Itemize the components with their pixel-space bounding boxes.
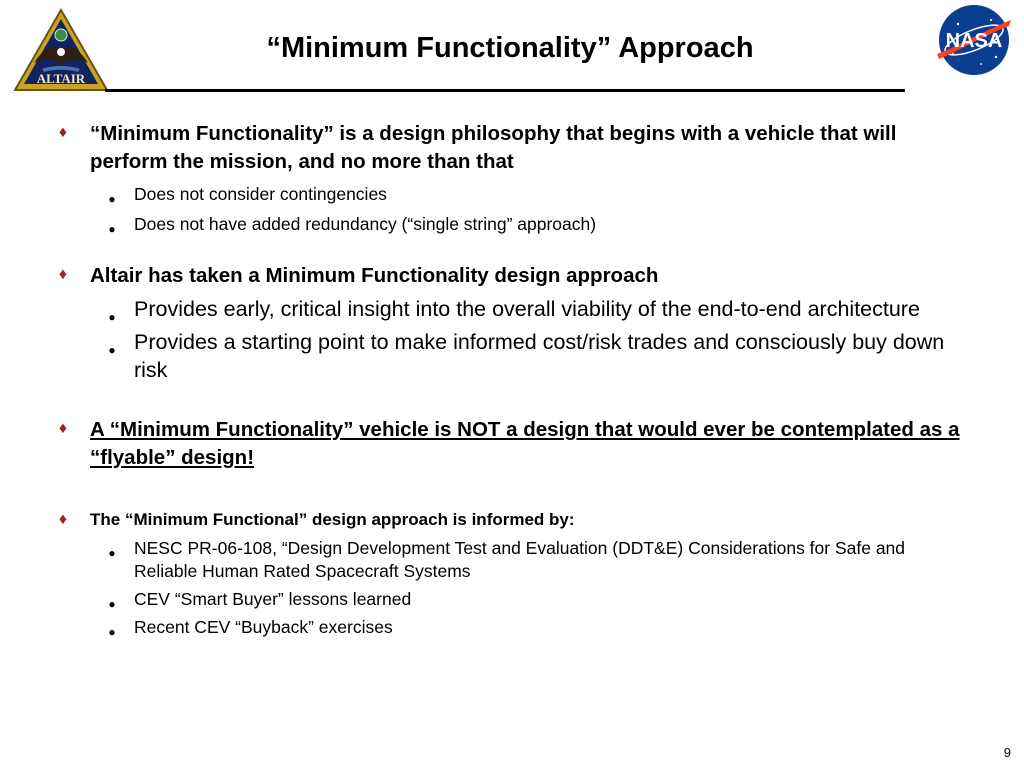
round-bullet-icon: ●: [108, 192, 116, 206]
list-item: [90, 213, 960, 236]
diamond-bullet-icon: ♦: [58, 511, 68, 528]
round-bullet-icon: ●: [108, 222, 116, 236]
list-item-text: Recent CEV “Buyback” exercises: [134, 617, 393, 637]
round-bullet-icon: ●: [108, 343, 116, 357]
list-item: [90, 616, 960, 639]
list-item: [90, 537, 960, 583]
diamond-bullet-icon: ♦: [58, 420, 68, 437]
bullet-heading: Altair has taken a Minimum Functionality design approach: [90, 264, 659, 287]
bullet-heading: “Minimum Functionality” is a design philosophy that begins with a vehicle that will perform the mission, and no more than that: [90, 122, 897, 173]
list-item-text: Does not have added redundancy (“single string” approach): [134, 214, 597, 234]
slide-title: “Minimum Functionality” Approach: [266, 32, 754, 64]
list-item: [90, 328, 960, 384]
altair-logo: [12, 7, 110, 93]
slide-content: [50, 120, 960, 639]
round-bullet-icon: ●: [108, 625, 116, 639]
list-item-text: CEV “Smart Buyer” lessons learned: [134, 589, 412, 609]
round-bullet-icon: ●: [108, 310, 116, 324]
diamond-bullet-icon: ♦: [58, 124, 68, 141]
altair-emblem-graphic: [12, 7, 110, 93]
svg-text:NASA: NASA: [945, 30, 1003, 52]
bullet-block-1: [50, 120, 960, 236]
list-item: [90, 588, 960, 611]
svg-text:ALTAIR: ALTAIR: [36, 71, 86, 86]
nasa-logo: [931, 2, 1017, 78]
round-bullet-icon: ●: [108, 546, 116, 560]
sub-bullet-list: [90, 537, 960, 639]
bullet-block-4: [50, 508, 960, 639]
bullet-heading: A “Minimum Functionality” vehicle is NOT a design that would ever be contemplated as a “flyable” design!: [90, 418, 960, 469]
list-item: [90, 183, 960, 206]
page-number: 9: [1003, 745, 1011, 760]
list-item-text: Provides a starting point to make informed cost/risk trades and consciously buy down risk: [134, 330, 945, 382]
bullet-block-2: [50, 262, 960, 384]
bullet-block-3: [50, 416, 960, 472]
bullet-heading: The “Minimum Functional” design approach is informed by:: [90, 510, 575, 529]
round-bullet-icon: ●: [108, 597, 116, 611]
diamond-bullet-icon: ♦: [58, 266, 68, 283]
nasa-meatball-graphic: [931, 2, 1017, 78]
list-item: [90, 295, 960, 323]
list-item-text: Provides early, critical insight into the overall viability of the end-to-end architecture: [134, 297, 920, 321]
list-item-text: Does not consider contingencies: [134, 184, 387, 204]
sub-bullet-list: [90, 295, 960, 384]
title-divider: [105, 89, 905, 92]
sub-bullet-list: [90, 183, 960, 236]
list-item-text: NESC PR-06-108, “Design Development Test and Evaluation (DDT&E) Considerations for Safe and Reliable Human Rated Spacecraft Systems: [134, 538, 906, 581]
